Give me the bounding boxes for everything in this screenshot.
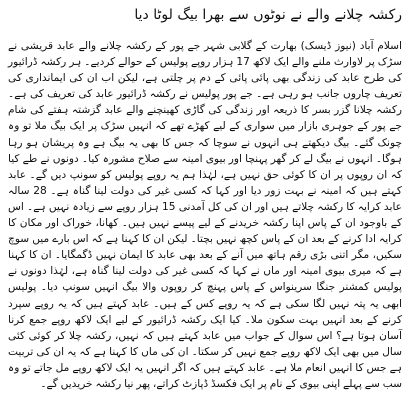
article-headline: رکشہ چلانے والے نے نوٹوں سے بھرا بیگ لوٹا دیا — [134, 7, 402, 23]
article-body — [8, 38, 402, 392]
article-paragraph: اسلام آباد (نیوز ڈیسک) بھارت کے گلابی شہر جے پور کے رکشہ چلانے والے عابد قریشی نے سڑک پر لاوارث ملنے والے ایک لاکھ 17 ہزار روپے پولیس کے حوالے کردیے۔ ہر رکشہ ڈرائیور کی طرح عابد کی زندگی بھی پائی پائی کے دم پر چلتی ہے، لیکن اب ان کی ایمانداری کی تعریف چاروں جانب ہو رہی ہے۔ جے پور پولیس نے رکشہ ڈرائیور عابد کی تعریف کی ہے۔ رکشہ چلانا گزر بسر کا ذریعہ اور زندگی کی گاڑی کھینچنے والے عابد گزشتہ ہفتے کی شام جے پور کے جوہری بازار میں سواری کے لیے کھڑے تھے کہ انہیں سڑک پر ایک بیگ ملا تو وہ چونک گئے۔ بیگ دیکھتے ہی انہوں نے سوچا کہ جس کا بھی یہ بیگ ہے وہ پریشان ہو رہا ہوگا۔ انہوں نے بیگ لے کر گھر پہنچا اور بیوی امینہ سے صلاح مشورہ کیا۔ دونوں نے طے کیا کہ ان روپوں پر ان کا کوئی حق نہیں ہے، لہٰذا ہم یہ روپے پولیس کو سونپ دیں گے۔ عابد کہتے ہیں کہ امینہ نے بہت زور دیا اور کہا کہ کسی غیر کی دولت لینا گناہ ہے۔ 28 سالہ عابد کرایہ کا رکشہ چلاتے ہیں اور ان کی کل آمدنی 15 ہزار روپے سے زیادہ نہیں ہے۔ اس کے باوجود ان کے پاس اپنا رکشہ خریدنے کے لیے پیسے نہیں ہیں۔ کھانا، خوراک اور مکان کا کرایہ ادا کرنے کے بعد ان کے پاس کچھ نہیں بچتا۔ لیکن ان کا کہنا ہے کہ اس بارے میں سوچ سکیں، مگر اتنی بڑی رقم ہاتھ میں آنے کے بعد بھی عابد کا ایمان نہیں ڈگمگایا۔ ان کا کہنا ہے کہ میری بیوی امینہ اور ماں نے کہا کہ کسی غیر کی دولت لینا گناہ ہے، لہٰذا دونوں نے پولیس کمشنر جنگا سرینواس کے پاس پہنچ کر روپوں والا بیگ انہیں سونپ دیا۔ پولیس ابھی یہ پتہ نہیں لگا سکی ہے کہ یہ روپے کس کے ہیں۔ عابد کہتے ہیں کہ یہ روپے سپرد کرنے کے بعد انہیں بہت سکون ملا۔ کیا ایک رکشہ ڈرائیور کے لیے ایک لاکھ روپے جمع کرنا آسان ہوتا ہے؟ اس سوال کے جواب میں عابد کہتے ہیں کہ نہیں، رکشہ چلا کر کوئی کئی سال میں بھی ایک لاکھ روپے جمع نہیں کر سکتا۔ ان کی ماں کا کہنا ہے کہ یہ ان کی تربیت ہے جس کا انہیں انعام ملا ہے۔ عابد کہتے ہیں کہ اگر انہیں یہ ایک لاکھ روپے مل جاتے تو وہ سب سے پہلے اپنی بیوی کے نام پر ایک فکسڈ ڈپازٹ کراتے، پھر نیا رکشہ خریدیں گے۔ — [8, 40, 402, 390]
